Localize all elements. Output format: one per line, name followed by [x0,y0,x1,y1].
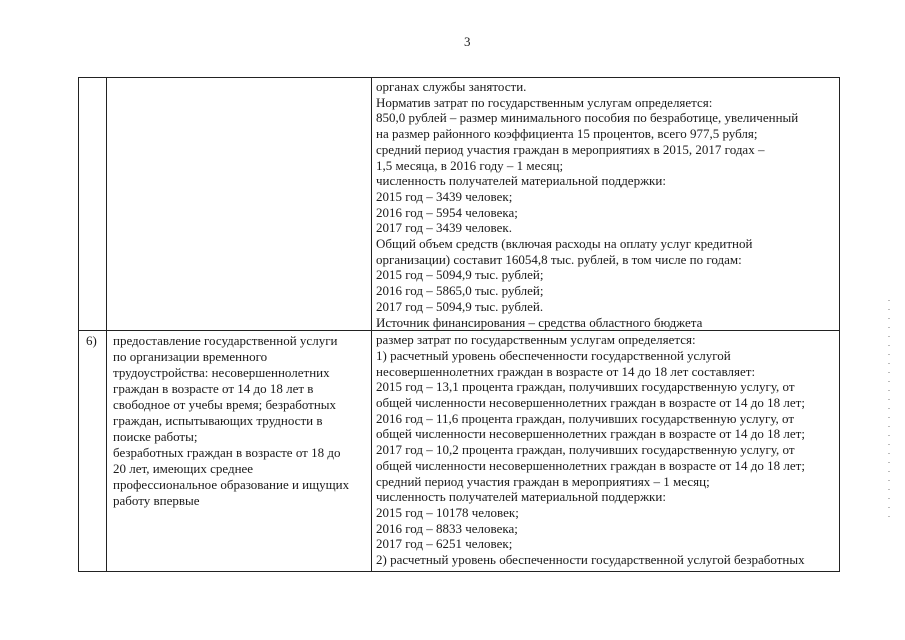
text-line: 2017 год – 6251 человек; [376,536,513,552]
text-line: общей численности несовершеннолетних граждан в возрасте от 14 до 18 лет; [376,395,805,411]
text-line: общей численности несовершеннолетних граждан в возрасте от 14 до 18 лет; [376,426,805,442]
text-line: безработных граждан в возрасте от 18 до [113,445,341,461]
text-line: размер затрат по государственным услугам определяется: [376,332,696,348]
text-line: 2016 год – 8833 человека; [376,520,518,536]
page-number: 3 [464,34,471,49]
text-line: граждан в возрасте от 14 до 18 лет в [113,381,314,397]
text-line: организации) составит 16054,8 тыс. рублей, в том числе по годам: [376,251,742,267]
text-line: численность получателей материальной поддержки: [376,489,666,505]
text-line: 2016 год – 11,6 процента граждан, получивших государственную услугу, от [376,410,795,426]
text-line: на размер районного коэффициента 15 процентов, всего 977,5 рубля; [376,126,758,142]
text-line: 20 лет, имеющих среднее [113,461,254,477]
text-line: 2015 год – 10178 человек; [376,504,519,520]
text-line: Норматив затрат по государственным услугам определяется: [376,94,713,110]
service-details-cell [372,331,840,572]
text-line: 1,5 месяца, в 2016 году – 1 месяц; [376,157,564,173]
text-line: 1) расчетный уровень обеспеченности государственной услугой [376,347,731,363]
text-line: трудоустройства: несовершеннолетних [113,365,330,381]
table-row [79,331,840,572]
service-details [372,78,839,330]
text-line: предоставление государственной услуги [113,333,338,349]
text-line: поиске работы; [113,429,198,445]
service-name [107,78,371,80]
text-line: общей численности несовершеннолетних граждан в возрасте от 14 до 18 лет; [376,457,805,473]
text-line: 2017 год – 5094,9 тыс. рублей. [376,298,544,314]
text-line: свободное от учебы время; безработных [113,397,337,413]
table-row [79,78,840,331]
text-line: 2015 год – 5094,9 тыс. рублей; [376,267,544,283]
text-line: работу впервые [113,493,200,509]
text-line: численность получателей материальной поддержки: [376,173,666,189]
service-name [107,331,371,509]
service-name-cell [107,78,372,331]
text-line: профессиональное образование и ищущих [113,477,350,493]
row-number: 6) [86,333,97,349]
service-details [372,331,839,568]
text-line: 2016 год – 5954 человека; [376,204,518,220]
text-line: по организации временного [113,349,268,365]
text-line: 2017 год – 10,2 процента граждан, получивших государственную услугу, от [376,442,795,458]
text-line: средний период участия граждан в мероприятиях в 2015, 2017 годах – [376,141,765,157]
text-line: 850,0 рублей – размер минимального пособия по безработице, увеличенный [376,110,799,126]
service-name-cell [107,331,372,572]
text-line: граждан, испытывающих трудности в [113,413,323,429]
text-line: 2015 год – 13,1 процента граждан, получивших государственную услугу, от [376,379,795,395]
text-line: Общий объем средств (включая расходы на оплату услуг кредитной [376,236,753,252]
text-line: 2) расчетный уровень обеспеченности государственной услугой безработных [376,552,805,568]
text-line: 2017 год – 3439 человек. [376,220,512,236]
text-line: 2016 год – 5865,0 тыс. рублей; [376,283,544,299]
text-line: Источник финансирования – средства областного бюджета [376,314,703,330]
text-line: несовершеннолетних граждан в возрасте от 14 до 18 лет составляет: [376,363,756,379]
services-table [78,77,840,572]
row-number [79,78,106,80]
service-details-cell [372,78,840,331]
text-line: средний период участия граждан в мероприятиях – 1 месяц; [376,473,710,489]
text-line: органах службы занятости. [376,79,527,94]
scan-margin-marks [888,300,890,520]
row-number-cell [79,331,107,572]
row-number-cell [79,78,107,331]
text-line: 2015 год – 3439 человек; [376,188,513,204]
